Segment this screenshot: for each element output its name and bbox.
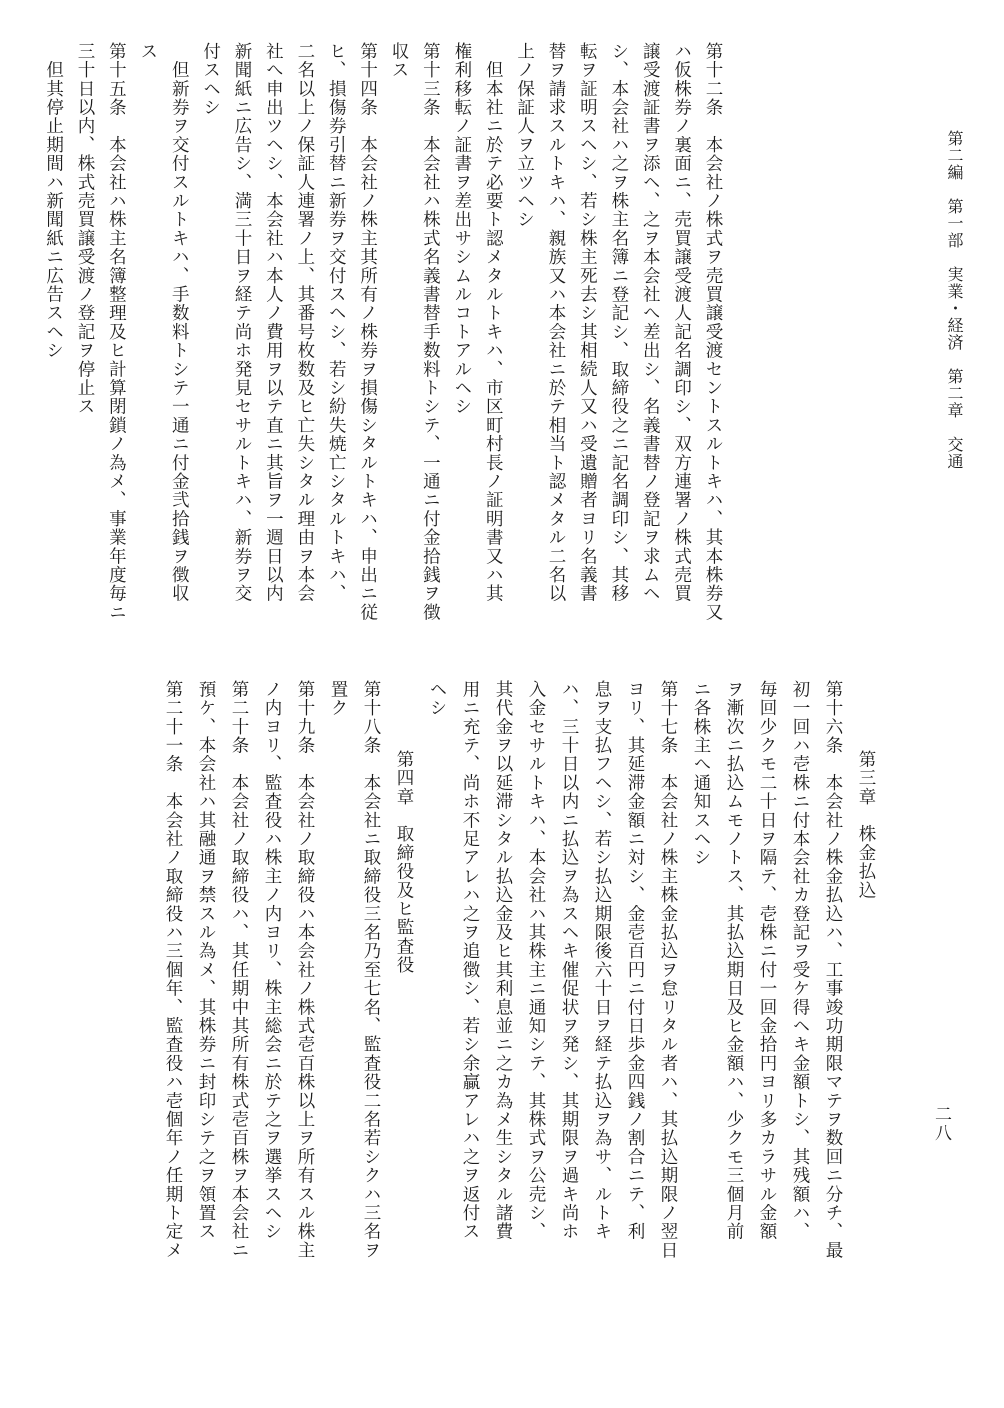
lower-text-line: 第十九条 本会社ノ取締役ハ本会社ノ株式壱百株以上ヲ所有スル株主 (295, 680, 315, 1260)
upper-text-line: 三十日以内、株式売買譲受渡ノ登記ヲ停止ス (75, 42, 95, 416)
lower-text-line: 用ニ充テ、尚ホ不足アレハ之ヲ追徴シ、若シ余贏アレハ之ヲ返付ス (460, 680, 480, 1241)
upper-text-line: 但其停止期間ハ新聞紙ニ広告スヘシ (43, 42, 64, 360)
upper-text-line: 二名以上ノ保証人連署ノ上、其番号枚数及ヒ亡失シタル理由ヲ本会 (294, 42, 315, 603)
lower-text-line: 毎回少クモ二十日ヲ隔テ、壱株ニ付一回金拾円ヨリ多カラサル金額 (757, 680, 777, 1241)
upper-text-line: 第十二条 本会社ノ株式ヲ売買譲受渡セントスルトキハ、其本株券又 (703, 42, 723, 622)
running-header: 第二編 第一部 実業・経済 第二章 交通 (945, 130, 964, 470)
upper-text-line: シ、本会社ハ之ヲ株主名簿ニ登記シ、取締役之ニ記名調印シ、其移 (608, 42, 629, 603)
lower-text-line: 息ヲ支払フヘシ、若シ払込期限後六十日ヲ経テ払込ヲ為サ、ルトキ (592, 680, 612, 1241)
upper-text-line: 但新券ヲ交付スルトキハ、手数料トシテ一通ニ付金弐拾銭ヲ徴収 (169, 42, 190, 603)
upper-text-line: 但本社ニ於テ必要ト認メタルトキハ、市区町村長ノ証明書又ハ其 (483, 42, 504, 603)
lower-text-line: 入金セサルトキハ、本会社ハ其株主ニ通知シテ、其株式ヲ公売シ、 (526, 680, 546, 1241)
upper-text-line: 第十五条 本会社ハ株主名簿整理及ヒ計算閉鎖ノ為メ、事業年度毎ニ (106, 42, 127, 622)
lower-text-line: 第四章 取締役及ヒ監査役 (394, 750, 414, 975)
lower-text-line: ニ各株主へ通知スヘシ (691, 680, 711, 867)
lower-text-line: 初一回ハ壱株ニ付本会社カ登記ヲ受ケ得ヘキ金額トシ、其残額ハ、 (790, 680, 810, 1241)
lower-text-line: 第十八条 本会社ニ取締役三名乃至七名、監査役二名若シクハ三名ヲ (361, 680, 381, 1260)
upper-text-line: 収ス (389, 42, 409, 80)
upper-text-line: ス (137, 42, 158, 61)
upper-text-line: 付スヘシ (200, 42, 221, 117)
upper-text-line: 第十四条 本会社ノ株主其所有ノ株券ヲ損傷シタルトキハ、申出ニ従 (357, 42, 378, 622)
lower-text-line: 其代金ヲ以延滞シタル払込金及ヒ其利息並ニ之カ為メ生シタル諸費 (493, 680, 513, 1241)
upper-text-line: 転ヲ証明スヘシ、若シ株主死去シ其相続人又ハ受遺贈者ヨリ名義書 (577, 42, 598, 603)
upper-text-line: 社へ申出ツヘシ、本会社ハ本人ノ費用ヲ以テ直ニ其旨ヲ一週日以内 (263, 42, 284, 603)
upper-text-line: 譲受渡証書ヲ添ヘ、之ヲ本会社へ差出シ、名義書替ノ登記ヲ求ムヘ (640, 42, 661, 603)
lower-text-line: ヘシ (427, 680, 447, 718)
lower-text-line: 第十六条 本会社ノ株金払込ハ、工事竣功期限マテヲ数回ニ分チ、最 (823, 680, 843, 1260)
upper-text-line: 新聞紙ニ広告シ、満三十日ヲ経テ尚ホ発見セサルトキハ、新券ヲ交 (232, 42, 252, 603)
upper-text-line: ヒ、損傷券引替ニ新券ヲ交付スヘシ、若シ紛失焼亡シタルトキハ、 (326, 42, 347, 603)
upper-text-line: 権利移転ノ証書ヲ差出サシムルコトアルヘシ (451, 42, 472, 416)
upper-text-line: 第十三条 本会社ハ株式名義書替手数料トシテ、一通ニ付金拾銭ヲ徴 (420, 42, 441, 622)
lower-text-line: ヲ漸次ニ払込ムモノトス、其払込期日及ヒ金額ハ、少クモ三個月前 (724, 680, 744, 1241)
upper-text-line: 上ノ保証人ヲ立ツヘシ (514, 42, 535, 229)
lower-text-line: ハ、三十日以内ニ払込ヲ為スヘキ催促状ヲ発シ、其期限ヲ過キ尚ホ (559, 680, 579, 1241)
lower-text-line: ヨリ、其延滞金額ニ対シ、金壱百円ニ付日歩金四銭ノ割合ニテ、利 (625, 680, 645, 1241)
upper-text-line: 替ヲ請求スルトキハ、親族又ハ本会社ニ於テ相当ト認メタル二名以 (546, 42, 566, 603)
page-number: 二八 (931, 1105, 951, 1143)
lower-text-line: ノ内ヨリ、監査役ハ株主ノ内ヨリ、株主総会ニ於テ之ヲ選挙スヘシ (262, 680, 282, 1241)
lower-text-line: 置ク (328, 680, 348, 718)
lower-text-line: 預ケ、本会社ハ其融通ヲ禁スル為メ、其株券ニ封印シテ之ヲ領置ス (196, 680, 216, 1241)
lower-text-line: 第三章 株金払込 (856, 750, 876, 900)
lower-text-line: 第二十一条 本会社ノ取締役ハ三個年、監査役ハ壱個年ノ任期ト定メ (163, 680, 183, 1260)
upper-text-line: ハ仮株券ノ裏面ニ、売買譲受渡人記名調印シ、双方連署ノ株式売買 (671, 42, 692, 603)
lower-text-line: 第十七条 本会社ノ株主株金払込ヲ怠リタル者ハ、其払込期限ノ翌日 (658, 680, 678, 1260)
lower-text-line: 第二十条 本会社ノ取締役ハ、其任期中其所有株式壱百株ヲ本会社ニ (229, 680, 249, 1260)
